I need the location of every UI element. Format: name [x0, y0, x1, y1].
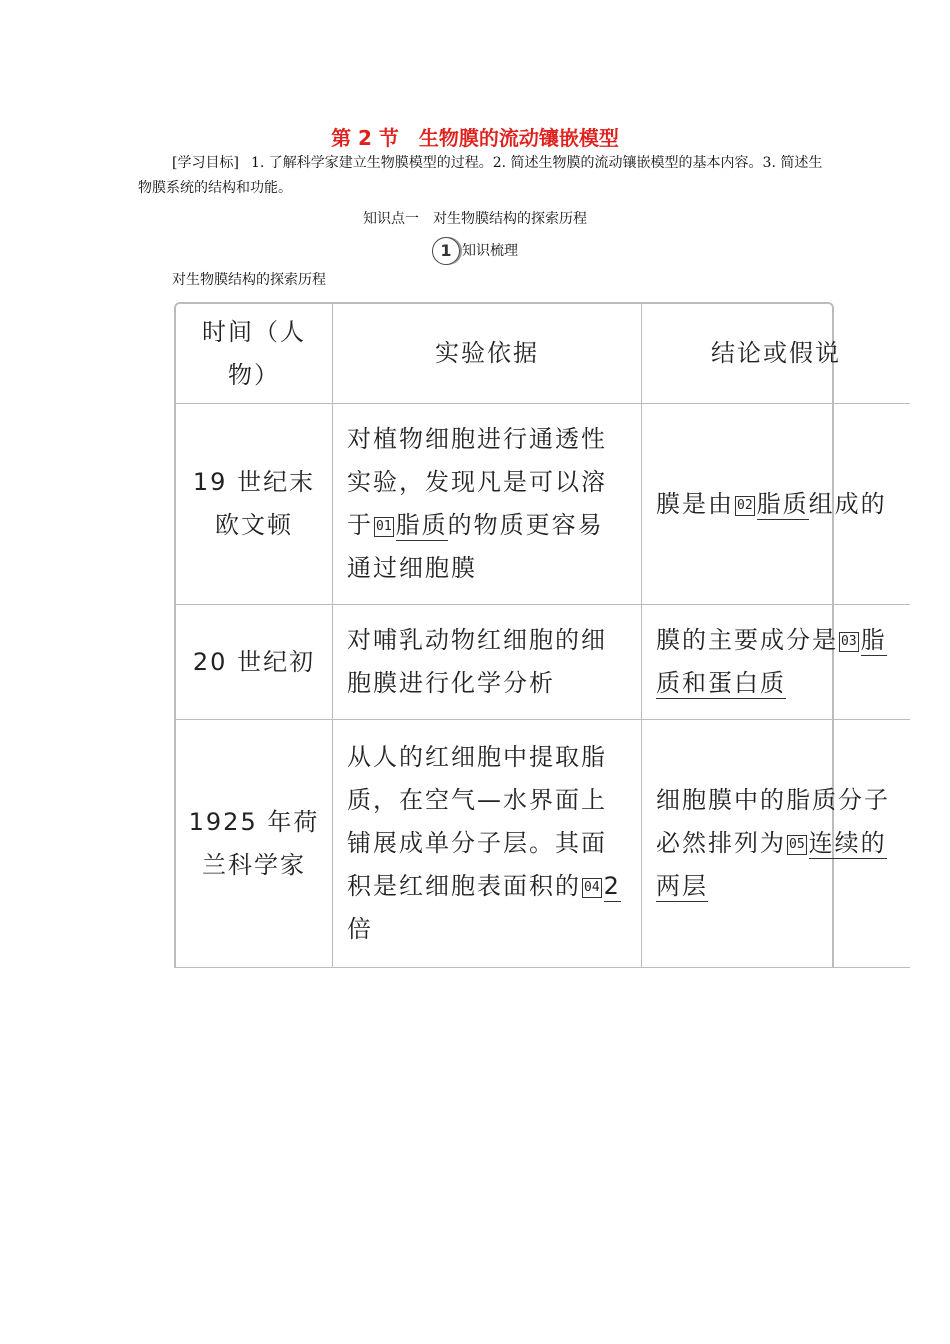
cell-time: 19 世纪末欧文顿: [176, 404, 333, 605]
cell-basis: [333, 720, 642, 968]
circle-number-icon: 1: [432, 237, 460, 265]
cell-basis: [333, 404, 642, 605]
learning-goals: [138, 151, 828, 201]
cell-conclusion: [642, 720, 911, 968]
cell-conclusion: [642, 605, 911, 720]
table-row: [176, 404, 910, 605]
blank-number: 02: [735, 496, 755, 516]
basis-text: 的物质更容易通过细胞膜: [347, 511, 604, 582]
goals-text: 1. 了解科学家建立生物膜模型的过程。2. 简述生物膜的流动镶嵌模型的基本内容。3. 简述生物膜系统的结构和功能。: [138, 155, 823, 196]
answer-text: 2: [603, 872, 621, 900]
table-caption: 对生物膜结构的探索历程: [172, 272, 326, 288]
header-basis: 实验依据: [333, 304, 642, 404]
page-title: 第 2 节 生物膜的流动镶嵌模型: [331, 126, 619, 150]
section-title: 对生物膜结构的探索历程: [433, 211, 587, 227]
header-conclusion: 结论或假说: [642, 304, 911, 404]
answer-text: 脂质: [395, 511, 448, 539]
table-header-row: [176, 304, 910, 404]
section-label: 知识点一: [363, 211, 419, 227]
cell-conclusion: [642, 404, 911, 605]
answer-text: 脂质: [756, 489, 809, 518]
history-table: [174, 302, 890, 968]
conclusion-text: 组成的: [808, 489, 887, 518]
section-heading: [0, 208, 950, 228]
subsection-title: 知识梳理: [462, 243, 518, 259]
cell-basis: 对哺乳动物红细胞的细胞膜进行化学分析: [333, 605, 642, 720]
blank-number: 03: [839, 632, 859, 652]
header-time: 时间（人物）: [176, 304, 333, 404]
goals-tag: [学习目标]: [172, 155, 239, 171]
cell-time: 20 世纪初: [176, 605, 333, 720]
conclusion-text: 膜是由: [656, 489, 734, 518]
answer-text: 连续的两层: [656, 829, 887, 900]
subsection-heading: [0, 236, 950, 266]
blank-number: 01: [374, 517, 394, 537]
table-row: [176, 720, 910, 968]
blank-number: 05: [787, 835, 807, 855]
conclusion-text: 膜的主要成分是: [656, 626, 838, 654]
blank-number: 04: [582, 878, 602, 898]
cell-time: 1925 年荷兰科学家: [176, 720, 333, 968]
basis-text: 倍: [347, 915, 373, 943]
conclusion-text: 细胞膜中的脂质分子必然排列为: [656, 786, 890, 857]
answer-text: 脂质和蛋白质: [656, 626, 887, 697]
basis-text: 对植物细胞进行通透性实验，发现凡是可以溶于: [347, 425, 607, 539]
basis-text: 从人的红细胞中提取脂质，在空气—水界面上铺展成单分子层。其面积是红细胞表面积的: [347, 743, 607, 900]
table-row: [176, 605, 910, 720]
